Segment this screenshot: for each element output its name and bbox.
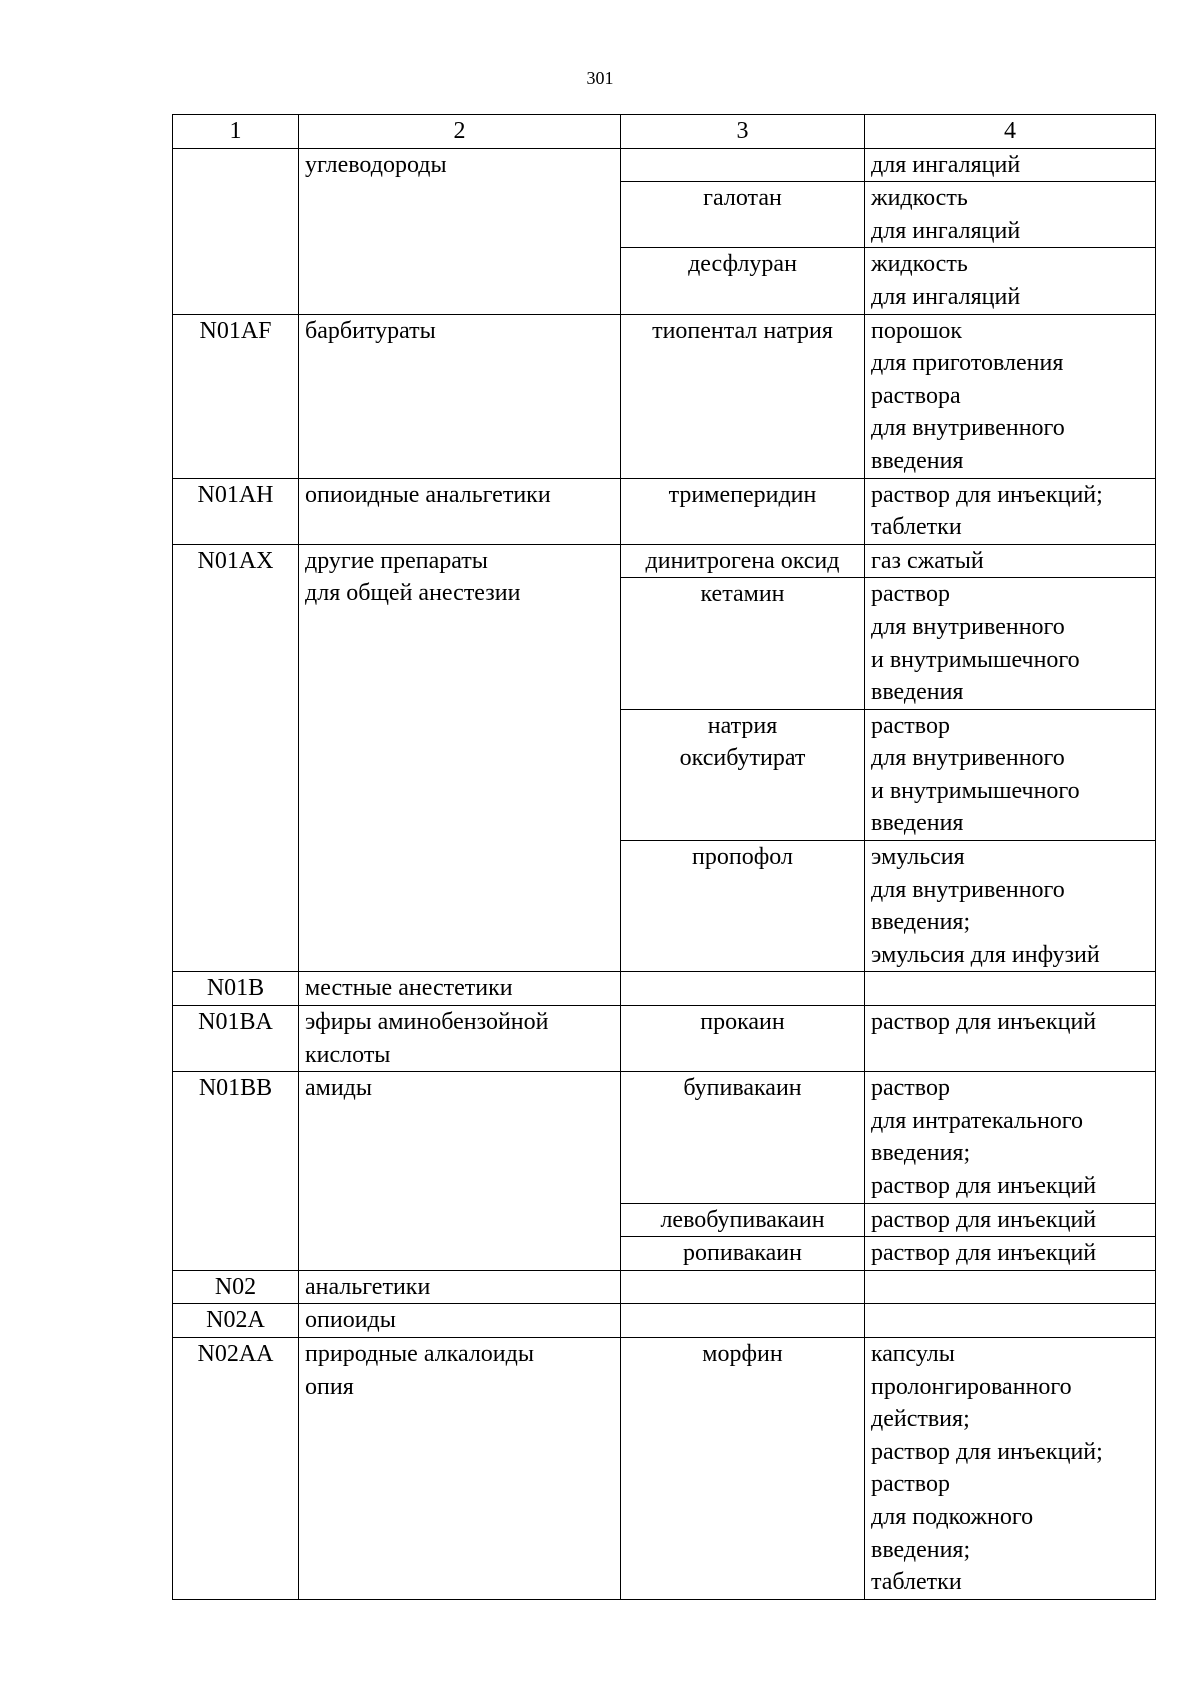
drug-name-cell — [621, 972, 865, 1006]
drug-name-cell: тримеперидин — [621, 478, 865, 544]
table-row — [173, 1006, 1156, 1072]
atc-code-cell — [173, 148, 299, 314]
drug-name-cell — [621, 1270, 865, 1304]
atc-code-cell: N01AX — [173, 544, 299, 972]
drug-name-cell: натрия оксибутират — [621, 709, 865, 840]
drug-name-cell: пропофол — [621, 841, 865, 972]
dosage-form-cell: газ сжатый — [865, 544, 1156, 578]
table-row — [173, 1337, 1156, 1599]
dosage-form-cell — [865, 1270, 1156, 1304]
table-row — [173, 1072, 1156, 1203]
drug-name-cell: левобупивакаин — [621, 1203, 865, 1237]
group-name-cell: анальгетики — [299, 1270, 621, 1304]
table-row — [173, 314, 1156, 478]
atc-code-cell: N02AA — [173, 1337, 299, 1599]
drug-name-cell — [621, 148, 865, 182]
group-name-cell: природные алкалоиды опия — [299, 1337, 621, 1599]
dosage-form-cell: раствор для инъекций — [865, 1006, 1156, 1072]
drug-name-cell: динитрогена оксид — [621, 544, 865, 578]
group-name-cell: местные анестетики — [299, 972, 621, 1006]
group-name-cell: опиоидные анальгетики — [299, 478, 621, 544]
dosage-form-cell: жидкость для ингаляций — [865, 182, 1156, 248]
group-name-cell: опиоиды — [299, 1304, 621, 1338]
header-col-2: 2 — [299, 115, 621, 149]
header-col-1: 1 — [173, 115, 299, 149]
atc-code-cell: N01AH — [173, 478, 299, 544]
table-row — [173, 972, 1156, 1006]
dosage-form-cell: раствор для инъекций — [865, 1237, 1156, 1271]
dosage-form-cell: раствор для внутривенного и внутримышечного введения — [865, 709, 1156, 840]
table-row — [173, 478, 1156, 544]
dosage-form-cell: капсулы пролонгированного действия; раствор для инъекций; раствор для подкожного введения; таблетки — [865, 1337, 1156, 1599]
drug-name-cell — [621, 1304, 865, 1338]
group-name-cell: углеводороды — [299, 148, 621, 314]
drug-name-cell: морфин — [621, 1337, 865, 1599]
header-col-4: 4 — [865, 115, 1156, 149]
drug-name-cell: ропивакаин — [621, 1237, 865, 1271]
dosage-form-cell: раствор для интратекального введения; раствор для инъекций — [865, 1072, 1156, 1203]
dosage-form-cell: раствор для инъекций — [865, 1203, 1156, 1237]
drug-table — [172, 114, 1156, 1600]
dosage-form-cell — [865, 1304, 1156, 1338]
table-header-row — [173, 115, 1156, 149]
table-row — [173, 1304, 1156, 1338]
drug-name-cell: галотан — [621, 182, 865, 248]
drug-name-cell: прокаин — [621, 1006, 865, 1072]
drug-name-cell: тиопентал натрия — [621, 314, 865, 478]
dosage-form-cell: порошок для приготовления раствора для внутривенного введения — [865, 314, 1156, 478]
dosage-form-cell: жидкость для ингаляций — [865, 248, 1156, 314]
atc-code-cell: N01AF — [173, 314, 299, 478]
atc-code-cell: N02A — [173, 1304, 299, 1338]
atc-code-cell: N01BA — [173, 1006, 299, 1072]
group-name-cell: барбитураты — [299, 314, 621, 478]
group-name-cell: другие препараты для общей анестезии — [299, 544, 621, 972]
header-col-3: 3 — [621, 115, 865, 149]
table-row — [173, 544, 1156, 578]
drug-name-cell: десфлуран — [621, 248, 865, 314]
drug-name-cell: кетамин — [621, 578, 865, 709]
atc-code-cell: N02 — [173, 1270, 299, 1304]
dosage-form-cell: раствор для внутривенного и внутримышечного введения — [865, 578, 1156, 709]
dosage-form-cell: для ингаляций — [865, 148, 1156, 182]
group-name-cell: амиды — [299, 1072, 621, 1271]
group-name-cell: эфиры аминобензойной кислоты — [299, 1006, 621, 1072]
table-row — [173, 1270, 1156, 1304]
atc-code-cell: N01B — [173, 972, 299, 1006]
table-row — [173, 148, 1156, 182]
dosage-form-cell: эмульсия для внутривенного введения; эмульсия для инфузий — [865, 841, 1156, 972]
dosage-form-cell: раствор для инъекций; таблетки — [865, 478, 1156, 544]
page-number: 301 — [586, 68, 614, 88]
atc-code-cell: N01BB — [173, 1072, 299, 1271]
drug-name-cell: бупивакаин — [621, 1072, 865, 1203]
dosage-form-cell — [865, 972, 1156, 1006]
